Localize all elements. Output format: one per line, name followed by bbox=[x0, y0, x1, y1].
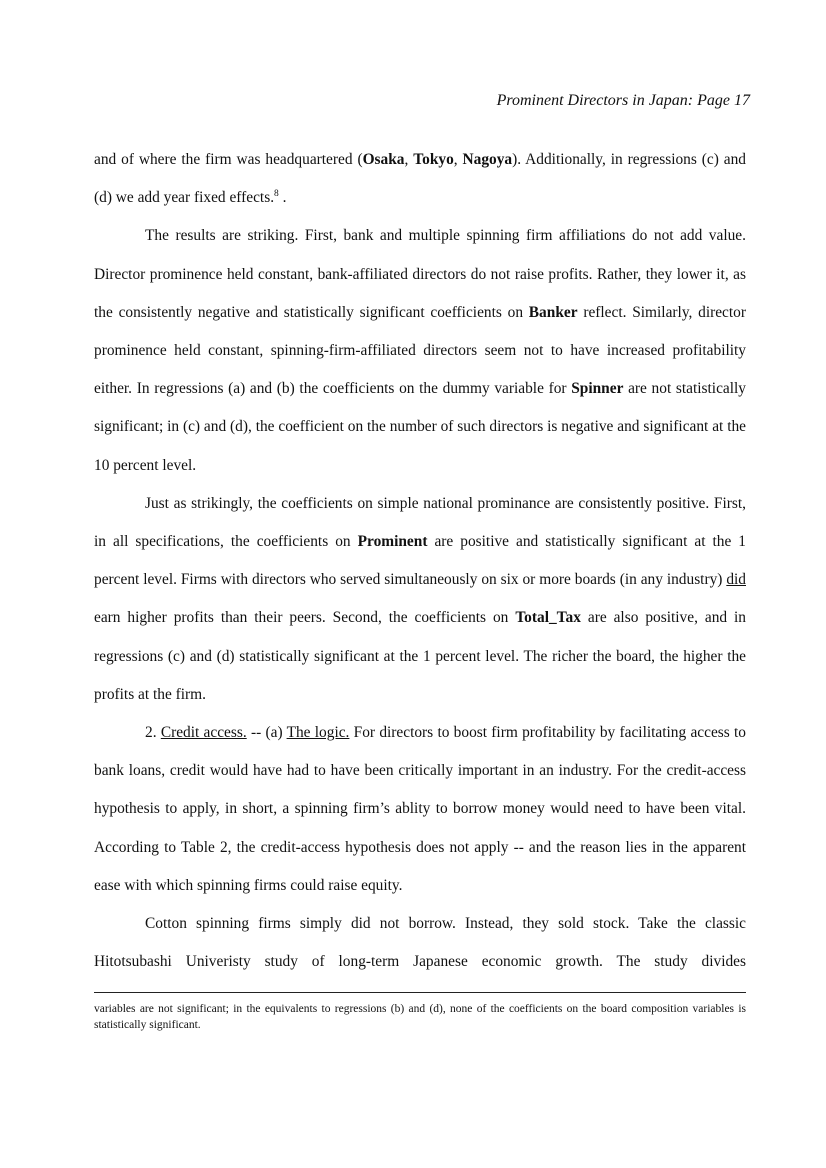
paragraph-2 bbox=[94, 217, 746, 484]
running-header-title: Prominent Directors in Japan: bbox=[496, 92, 694, 109]
p2-spinner: Spinner bbox=[571, 380, 624, 398]
p3-did: did bbox=[726, 571, 746, 589]
footnote-divider bbox=[94, 992, 746, 993]
paragraph-4 bbox=[94, 714, 746, 905]
footnote: variables are not significant; in the equivalents to regressions (b) and (d), none of the coefficients on the board composition variables is statistically significant. bbox=[94, 1003, 746, 1031]
paragraph-1 bbox=[94, 141, 746, 217]
p3-prominent: Prominent bbox=[357, 533, 428, 551]
p2-text-d: are not statistically significant; in (c) and (d), the coefficient on the number of such directors is negative and significant at the 10 percent level. bbox=[94, 380, 746, 474]
p3-text-c: earn higher profits than their peers. Second, the coefficients on bbox=[94, 609, 516, 627]
p1-sep-1: , bbox=[404, 151, 414, 168]
p4-number: 2. bbox=[145, 724, 161, 742]
footnote-mark: 8 bbox=[274, 189, 279, 200]
p1-osaka: Osaka bbox=[362, 151, 405, 168]
p1-text-c: ). Additionally, in regressions (c) and (d) we add year fixed effects. bbox=[94, 151, 746, 207]
p4-credit-access: Credit access. bbox=[160, 724, 247, 742]
p4-the-logic: The logic. bbox=[286, 724, 350, 742]
p5-text-a: Cotton spinning firms simply did not borrow. Instead, they sold stock. Take the classic Hitotsubashi Univeristy study of long-term Japanese economic growth. The study divides bbox=[94, 915, 746, 971]
running-header bbox=[497, 92, 750, 110]
paragraph-5 bbox=[94, 905, 746, 981]
paragraph-3 bbox=[94, 485, 746, 714]
p1-tokyo: Tokyo bbox=[413, 151, 454, 168]
body-text bbox=[94, 141, 746, 981]
p2-text-c: reflect. Similarly, director prominence held constant, spinning-firm-affiliated directors seem not to have increased profitability either. In regressions (a) and (b) the coefficients on the dummy variable for bbox=[94, 303, 746, 398]
p3-text-d: are also positive, and in regressions (c) and (d) statistically significant at the 1 percent level. The richer the board, the higher the profits at the firm. bbox=[94, 609, 747, 703]
p1-nagoya: Nagoya bbox=[462, 151, 513, 168]
p1-text-d: . bbox=[278, 189, 287, 207]
p3-text-a: Just as strikingly, the coefficients on simple national prominance are consistently positive. First, in all specifications, the coefficients on bbox=[94, 494, 746, 551]
p3-text-b: are positive and statistically significant at the 1 percent level. Firms with directors who served simultaneously on six or more boards (in any industry) bbox=[94, 533, 746, 589]
p3-total-tax: Total_Tax bbox=[515, 609, 581, 627]
running-header-page: Page 17 bbox=[697, 92, 750, 109]
p2-banker: Banker bbox=[528, 303, 578, 321]
p4-text-b: For directors to boost firm profitability by facilitating access to bank loans, credit would have had to have been critically important in an industry. For the credit-access hypothesis to apply, in short, a spinning firm’s ablity to borrow money would need to have been vital. According to Table 2, the credit-access hypothesis does not apply -- and the reason lies in the apparent ease with which spinning firms could raise equity. bbox=[94, 724, 746, 894]
p1-text-a: and of where the firm was headquartered ( bbox=[94, 151, 363, 168]
p1-sep-2: , bbox=[453, 151, 463, 168]
p4-text-a: -- (a) bbox=[246, 724, 287, 742]
p2-text-a: The results are striking. First, bank and multiple spinning firm affiliations do not add value. Director prominence held constant, bank-affiliated directors do not raise profits. Rather, they lower it, as the consistently negative and statistically significant coefficients on bbox=[94, 227, 746, 321]
